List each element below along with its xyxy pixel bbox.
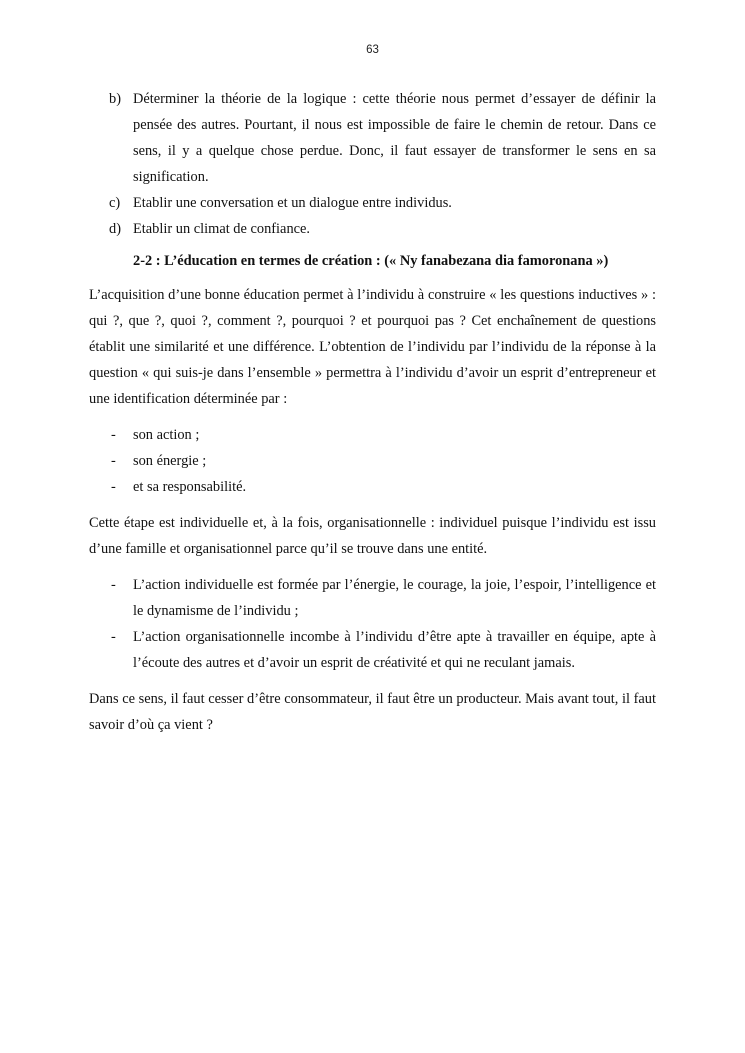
paragraph-questions: L’acquisition d’une bonne éducation permet à l’individu à construire « les questions inductives » : qui ?, que ?, quoi ?, comment ?, pourquoi ? et pourquoi pas ? Cet enchaînement de questions établit une similarité et une différence. L’obtention de l’individu par l’individu de la réponse à la question « qui suis-je dans l’ensemble » permettra à l’individu d’avoir un esprit d’entrepreneur et une identification déterminée par :	[89, 287, 656, 407]
section-heading: 2-2 : L’éducation en termes de création : (« Ny fanabezana dia famoronana »)	[133, 253, 609, 269]
list-item-text: L’action organisationnelle incombe à l’individu d’être apte à travailler en équipe, apte à l’écoute des autres et d’avoir un esprit de créativité et qui ne reculant jamais.	[133, 629, 656, 671]
identification-list	[89, 422, 656, 500]
list-item-text: Déterminer la théorie de la logique : cette théorie nous permet d’essayer de définir la pensée des autres. Pourtant, il nous est impossible de faire le chemin de retour. Dans ce sens, il y a quelque chose perdue. Donc, il faut essayer de transformer le sens en sa signification.	[133, 91, 656, 185]
list-item	[89, 422, 656, 448]
list-item-text: L’action individuelle est formée par l’énergie, le courage, la joie, l’espoir, l’intelligence et le dynamisme de l’individu ;	[133, 577, 656, 619]
list-item	[89, 572, 656, 624]
list-item	[89, 86, 656, 190]
list-item-text: son énergie ;	[133, 453, 207, 469]
list-item-text: Etablir une conversation et un dialogue entre individus.	[133, 195, 452, 211]
list-item-text: Etablir un climat de confiance.	[133, 221, 311, 237]
list-item	[89, 190, 656, 216]
list-item-text: son action ;	[133, 427, 200, 443]
list-marker: -	[111, 577, 116, 593]
list-marker: c)	[109, 195, 121, 211]
paragraph-stage: Cette étape est individuelle et, à la fois, organisationnelle : individuel puisque l’individu est issu d’une famille et organisationnel parce qu’il se trouve dans une entité.	[89, 515, 656, 557]
list-item	[89, 216, 656, 242]
paragraph-conclusion: Dans ce sens, il faut cesser d’être consommateur, il faut être un producteur. Mais avant tout, il faut savoir d’où ça vient ?	[89, 691, 656, 733]
list-item-text: et sa responsabilité.	[133, 479, 247, 495]
lettered-list	[89, 86, 656, 242]
list-marker: -	[111, 427, 116, 443]
list-item	[89, 448, 656, 474]
list-marker: -	[111, 479, 116, 495]
list-item	[89, 624, 656, 676]
action-list	[89, 572, 656, 676]
list-marker: -	[111, 629, 116, 645]
list-marker: d)	[109, 221, 121, 237]
list-marker: b)	[109, 91, 121, 107]
page-number: 63	[366, 44, 379, 56]
list-marker: -	[111, 453, 116, 469]
document-body	[89, 86, 656, 738]
list-item	[89, 474, 656, 500]
